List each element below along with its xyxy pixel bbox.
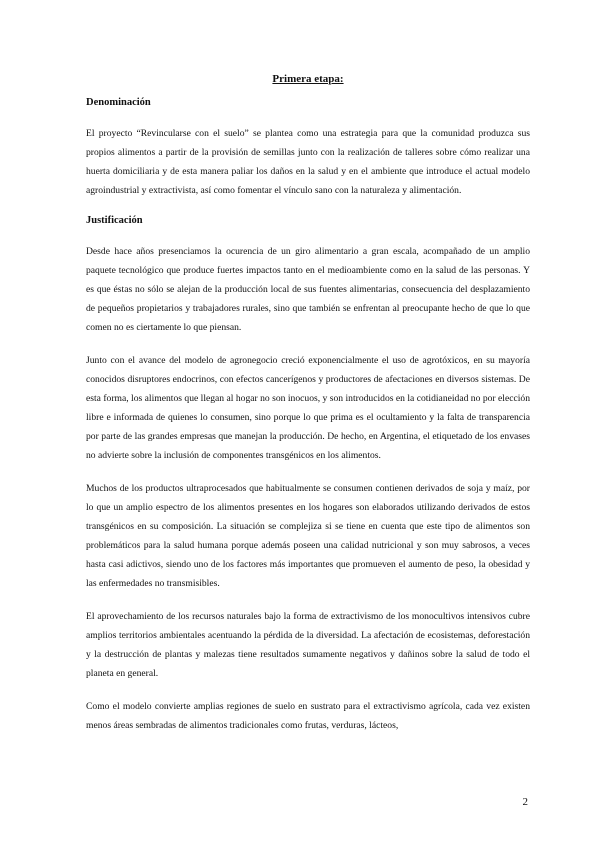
- page-content: [86, 72, 530, 749]
- page-number: 2: [522, 796, 528, 808]
- paragraph-justificacion-2: Junto con el avance del modelo de agronegocio creció exponencialmente el uso de agrotóxicos, en su mayoría conocidos disruptores endocrinos, con efectos cancerígenos y productores de afectaciones en diversos sistemas. De esta forma, los alimentos que llegan al hogar no son inocuos, y son introducidos en la cotidianeidad no por elección libre e informada de quienes lo consumen, sino porque lo que prima es el ocultamiento y la falta de transparencia por parte de las grandes empresas que manejan la producción. De hecho, en Argentina, el etiquetado de los envases no advierte sobre la inclusión de componentes transgénicos en los alimentos.: [86, 355, 530, 461]
- heading-justificacion: Justificación: [86, 215, 143, 226]
- paragraph-justificacion-1: Desde hace años presenciamos la ocurencia de un giro alimentario a gran escala, acompañado de un amplio paquete tecnológico que produce fuertes impactos tanto en el medioambiente como en la salud de las personas. Y es que éstas no sólo se alejan de la producción local de sus fuentes alimentarias, consecuencia del desplazamiento de pequeños propietarios y trabajadores rurales, sino que también se enfrentan al preocupante hecho de que lo que comen no es ciertamente lo que piensan.: [86, 246, 530, 333]
- paragraph-justificacion-3: Muchos de los productos ultraprocesados que habitualmente se consumen contienen derivados de soja y maíz, por lo que un amplio espectro de los alimentos presentes en los hogares son elaborados utilizando derivados de estos transgénicos en su composición. La situación se complejiza si se tiene en cuenta que este tipo de alimentos son problemáticos para la salud humana porque además poseen una calidad nutricional y son muy sabrosos, a veces hasta casi adictivos, siendo uno de los factores más importantes que promueven el aumento de peso, la obesidad y las enfermedades no transmisibles.: [86, 483, 530, 589]
- paragraph-justificacion-4: El aprovechamiento de los recursos naturales bajo la forma de extractivismo de los monocultivos intensivos cubre amplios territorios ambientales acentuando la pérdida de la diversidad. La afectación de ecosistemas, deforestación y la destrucción de plantas y malezas tiene resultados sumamente negativos y dañinos sobre la salud de todo el planeta en general.: [86, 611, 530, 679]
- heading-denominacion: Denominación: [86, 97, 151, 108]
- paragraph-justificacion-5: Como el modelo convierte amplias regiones de suelo en sustrato para el extractivismo agrícola, cada vez existen menos áreas sembradas de alimentos tradicionales como frutas, verduras, lácteos,: [86, 701, 530, 731]
- paragraph-denominacion: El proyecto “Revincularse con el suelo” se plantea como una estrategia para que la comunidad produzca sus propios alimentos a partir de la provisión de semillas junto con la realización de talleres sobre cómo realizar una huerta domiciliaria y de esta manera paliar los daños en la salud y en el ambiente que introduce el actual modelo agroindustrial y extractivista, así como fomentar el vínculo sano con la naturaleza y alimentación.: [86, 128, 530, 196]
- section-title: Primera etapa:: [272, 73, 344, 85]
